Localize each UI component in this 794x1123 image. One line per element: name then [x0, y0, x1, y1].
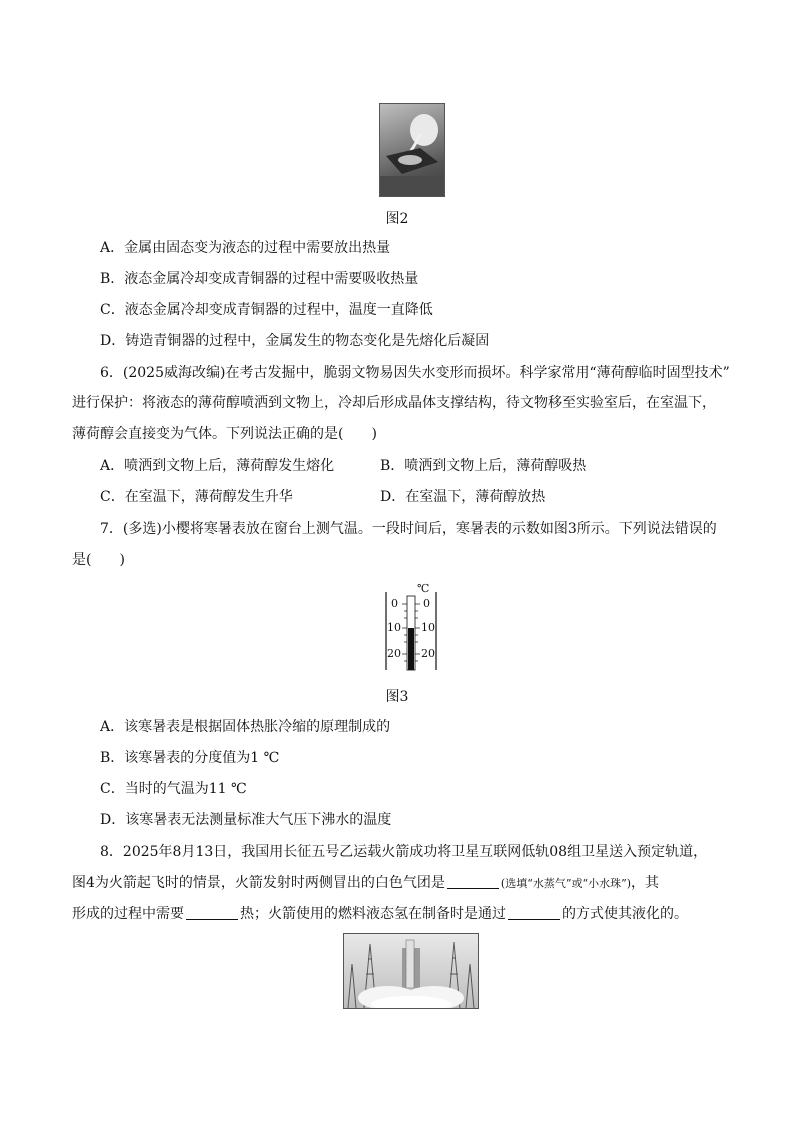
thermometer-right-label-0: 0 — [423, 597, 430, 610]
q6-option-d: D．在室温下，薄荷醇放热 — [380, 489, 546, 505]
q7-option-c: C．当时的气温为11 ℃ — [100, 781, 247, 797]
q8-blank-2[interactable] — [186, 905, 238, 920]
thermometer-right-label-20: 20 — [421, 647, 435, 660]
q6-stem-line2: 进行保护：将液态的薄荷醇喷洒到文物上，冷却后形成晶体支撑结构，待文物移至实验室后，在室温下， — [72, 395, 716, 411]
q8-line2-hint: (选填“水蒸气”或“小水珠”) — [500, 877, 631, 890]
q8-line2-text-b: ，其 — [630, 875, 659, 891]
thermometer-liquid-column — [408, 628, 414, 670]
q8-line3-text-c: 的方式使其液化的。 — [562, 906, 688, 922]
figure-4-rocket-photo — [343, 933, 479, 1009]
q6-option-a: A．喷洒到文物上后，薄荷醇发生熔化 — [100, 458, 335, 474]
q8-blank-1[interactable] — [447, 874, 499, 889]
q8-line3-text-a: 形成的过程中需要 — [72, 906, 184, 922]
q5-option-d: D．铸造青铜器的过程中，金属发生的物态变化是先熔化后凝固 — [100, 333, 490, 349]
thermometer-left-label-20: 20 — [387, 647, 401, 660]
casting-photo-illustration — [380, 104, 444, 196]
q5-option-c: C．液态金属冷却变成青铜器的过程中，温度一直降低 — [100, 302, 433, 318]
q7-option-d: D．该寒暑表无法测量标准大气压下沸水的温度 — [100, 812, 392, 828]
q6-option-c: C．在室温下，薄荷醇发生升华 — [100, 489, 293, 505]
q7-option-b: B．该寒暑表的分度值为1 ℃ — [100, 750, 280, 766]
figure-3-caption: 图3 — [385, 689, 409, 705]
thermometer-unit: ℃ — [417, 582, 430, 595]
figure-3-thermometer — [384, 582, 438, 672]
q8-line3 — [72, 903, 688, 925]
q8-line2-text-a: 图4为火箭起飞时的情景，火箭发射时两侧冒出的白色气团是 — [72, 875, 445, 891]
thermometer-left-label-10: 10 — [387, 621, 401, 634]
q7-option-a: A．该寒暑表是根据固体热胀冷缩的原理制成的 — [100, 719, 391, 735]
q6-stem-line3: 薄荷醇会直接变为气体。下列说法正确的是( ) — [72, 426, 377, 442]
q8-blank-3[interactable] — [508, 905, 560, 920]
figure-2-photo — [379, 103, 445, 197]
rocket-launch-illustration — [344, 934, 478, 1008]
q8-line3-text-b: 热；火箭使用的燃料液态氢在制备时是通过 — [240, 906, 506, 922]
thermometer-left-label-0: 0 — [391, 597, 398, 610]
thermometer-right-label-10: 10 — [421, 621, 435, 634]
figure-2-caption: 图2 — [385, 211, 409, 227]
q7-stem-line1: 7．(多选)小樱将寒暑表放在窗台上测气温。一段时间后，寒暑表的示数如图3所示。下列说法错误的 — [100, 521, 717, 537]
q8-line1: 8．2025年8月13日，我国用长征五号乙运载火箭成功将卫星互联网低轨08组卫星送入预定轨道， — [100, 844, 708, 860]
q6-option-b: B．喷洒到文物上后，薄荷醇吸热 — [380, 458, 587, 474]
q6-stem-line1: 6．(2025威海改编)在考古发掘中，脆弱文物易因失水变形而损坏。科学家常用“薄荷醇临时固型技术” — [100, 365, 730, 381]
q8-line2 — [72, 872, 659, 895]
q5-option-a: A．金属由固态变为液态的过程中需要放出热量 — [100, 240, 391, 256]
q5-option-b: B．液态金属冷却变成青铜器的过程中需要吸收热量 — [100, 271, 419, 287]
q7-stem-line2: 是( ) — [72, 552, 125, 568]
